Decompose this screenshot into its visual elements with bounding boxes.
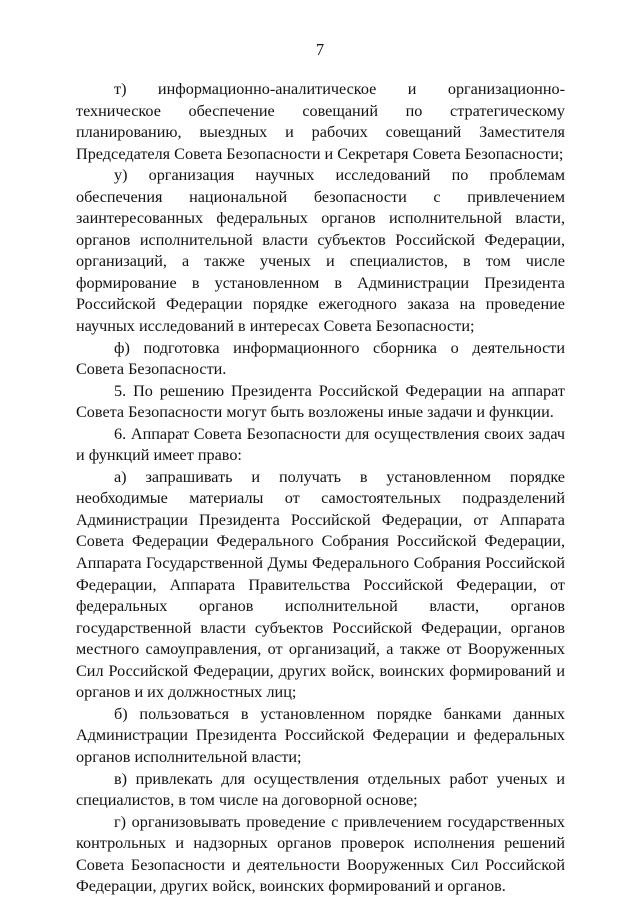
document-body: [76, 79, 565, 898]
paragraph-t: т) информационно-аналитическое и организационно-техническое обеспечение совещаний по стратегическому планированию, выездных и рабочих совещаний Заместителя Председателя Совета Безопасности и Секретаря Совета Безопасности;: [76, 80, 565, 163]
paragraph-6b: б) пользоваться в установленном порядке банками данных Администрации Президента Российской Федерации и федеральных органов исполнительной власти;: [76, 704, 565, 766]
paragraph-6: 6. Аппарат Совета Безопасности для осуществления своих задач и функций имеет право:: [76, 424, 565, 465]
paragraph-f: ф) подготовка информационного сборника о деятельности Совета Безопасности.: [76, 338, 565, 379]
paragraph-6a: а) запрашивать и получать в установленном порядке необходимые материалы от самостоятельных подразделений Администрации Президента Российской Федерации, от Аппарата Совета Федерации Федерального Собрания Российской Федерации, Аппарата Государственной Думы Федерального Собрания Российской Федерации, Аппарата Правительства Российской Федерации, от федеральных органов исполнительной власти, органов государственной власти субъектов Российской Федерации, органов местного самоуправления, от организаций, а также от Вооруженных Сил Российской Федерации, других войск, воинских формирований и органов и их должностных лиц;: [76, 467, 565, 702]
paragraph-6v: в) привлекать для осуществления отдельных работ ученых и специалистов, в том числе на договорной основе;: [76, 769, 565, 810]
paragraph-5: 5. По решению Президента Российской Федерации на аппарат Совета Безопасности могут быть возложены иные задачи и функции.: [76, 381, 565, 422]
paragraph-u: у) организация научных исследований по проблемам обеспечения национальной безопасности с привлечением заинтересованных федеральных органов исполнительной власти, органов исполнительной власти субъектов Российской Федерации, организаций, а также ученых и специалистов, в том числе формирование в установленном в Администрации Президента Российской Федерации порядке ежегодного заказа на проведение научных исследований в интересах Совета Безопасности;: [76, 166, 565, 336]
page-number: 7: [315, 40, 325, 59]
paragraph-6g: г) организовывать проведение с привлечением государственных контрольных и надзорных органов проверок исполнения решений Совета Безопасности и деятельности Вооруженных Сил Российской Федерации, других войск, воинских формирований и органов.: [76, 812, 565, 896]
